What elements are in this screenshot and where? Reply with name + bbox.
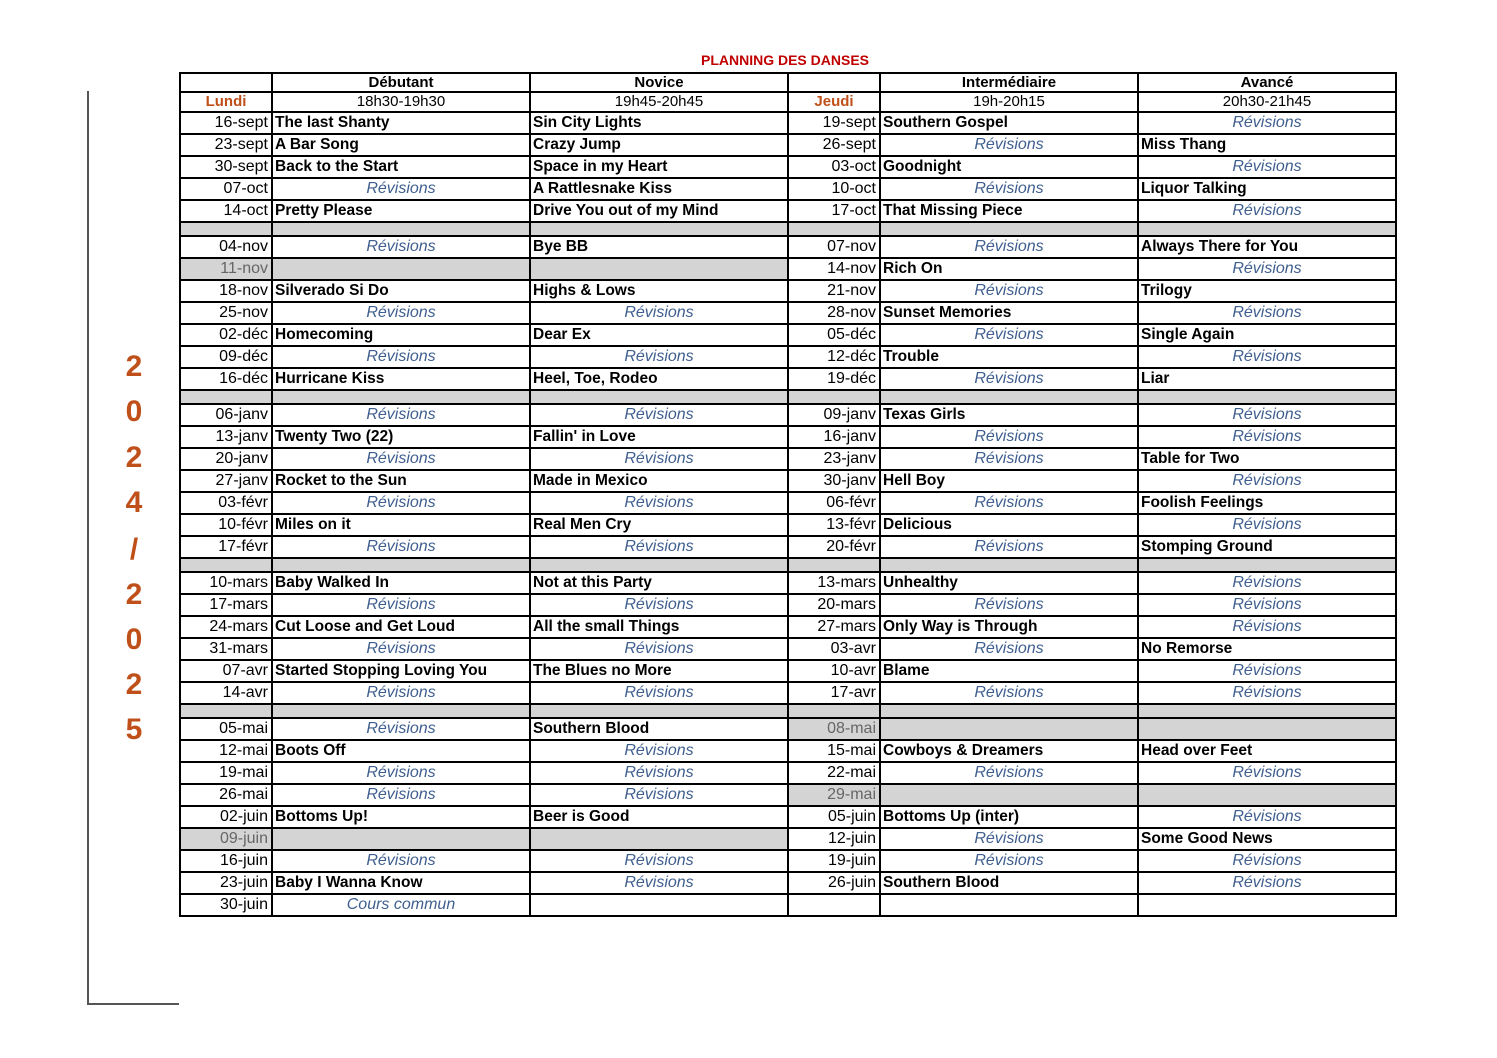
dance-cell: Révisions — [272, 784, 530, 806]
dance-cell: Twenty Two (22) — [272, 426, 530, 448]
dance-cell: Southern Blood — [880, 872, 1138, 894]
dance-cell: Révisions — [530, 594, 788, 616]
year-letter: 0 — [125, 623, 143, 656]
separator-cell — [1138, 558, 1396, 572]
table-row — [180, 718, 1396, 740]
table-row — [180, 616, 1396, 638]
weekday-label: Lundi — [180, 92, 272, 112]
dance-cell: Révisions — [1138, 682, 1396, 704]
dance-cell: Real Men Cry — [530, 514, 788, 536]
dance-cell: Révisions — [272, 346, 530, 368]
dance-cell: Révisions — [880, 368, 1138, 390]
dance-cell: Révisions — [530, 346, 788, 368]
separator-cell — [788, 390, 880, 404]
dance-cell: Pretty Please — [272, 200, 530, 222]
table-row — [180, 660, 1396, 682]
dance-cell: Révisions — [272, 404, 530, 426]
dance-cell: Révisions — [1138, 572, 1396, 594]
dance-cell: Révisions — [1138, 302, 1396, 324]
date-cell: 24-mars — [180, 616, 272, 638]
date-cell: 19-déc — [788, 368, 880, 390]
dance-cell: Révisions — [880, 492, 1138, 514]
date-cell: 27-mars — [788, 616, 880, 638]
date-cell: 13-janv — [180, 426, 272, 448]
dance-cell: Trilogy — [1138, 280, 1396, 302]
date-cell: 13-févr — [788, 514, 880, 536]
year-letter: 2 — [125, 350, 143, 383]
date-cell: 09-janv — [788, 404, 880, 426]
dance-cell: Révisions — [272, 178, 530, 200]
dance-cell: Révisions — [272, 682, 530, 704]
dance-cell: Sunset Memories — [880, 302, 1138, 324]
dance-cell — [530, 828, 788, 850]
date-cell: 28-nov — [788, 302, 880, 324]
year-letter: 0 — [125, 395, 143, 428]
dance-cell: The last Shanty — [272, 112, 530, 134]
dance-cell: Always There for You — [1138, 236, 1396, 258]
dance-cell: Baby Walked In — [272, 572, 530, 594]
separator-cell — [880, 390, 1138, 404]
date-cell: 03-févr — [180, 492, 272, 514]
header-cell — [788, 73, 880, 92]
dance-cell: Révisions — [1138, 112, 1396, 134]
separator-cell — [180, 558, 272, 572]
dance-cell: Rocket to the Sun — [272, 470, 530, 492]
separator-cell — [272, 222, 530, 236]
dance-cell: Single Again — [1138, 324, 1396, 346]
table-row — [180, 470, 1396, 492]
dance-cell — [880, 894, 1138, 916]
dance-cell: Some Good News — [1138, 828, 1396, 850]
dance-cell: Révisions — [1138, 514, 1396, 536]
dance-cell: Révisions — [530, 872, 788, 894]
dance-cell: Révisions — [530, 850, 788, 872]
table-row — [180, 258, 1396, 280]
date-cell: 16-sept — [180, 112, 272, 134]
date-cell: 09-déc — [180, 346, 272, 368]
dance-cell: Révisions — [880, 828, 1138, 850]
dance-cell: A Bar Song — [272, 134, 530, 156]
time-slot: 20h30-21h45 — [1138, 92, 1396, 112]
dance-cell: Beer is Good — [530, 806, 788, 828]
dance-cell: Révisions — [880, 134, 1138, 156]
dance-cell: Cut Loose and Get Loud — [272, 616, 530, 638]
year-letter: 2 — [125, 668, 143, 701]
date-cell: 02-déc — [180, 324, 272, 346]
dance-cell: Hell Boy — [880, 470, 1138, 492]
dance-cell: Miss Thang — [1138, 134, 1396, 156]
dance-cell: Révisions — [530, 762, 788, 784]
date-cell: 30-sept — [180, 156, 272, 178]
dance-cell: Texas Girls — [880, 404, 1138, 426]
date-cell: 12-mai — [180, 740, 272, 762]
date-cell: 10-avr — [788, 660, 880, 682]
table-row — [180, 740, 1396, 762]
separator-cell — [788, 222, 880, 236]
separator-cell — [272, 704, 530, 718]
table-row — [180, 536, 1396, 558]
date-cell: 02-juin — [180, 806, 272, 828]
dance-cell: Bottoms Up (inter) — [880, 806, 1138, 828]
dance-cell: Drive You out of my Mind — [530, 200, 788, 222]
date-cell: 21-nov — [788, 280, 880, 302]
date-cell: 26-mai — [180, 784, 272, 806]
date-cell: 23-janv — [788, 448, 880, 470]
table-row — [180, 828, 1396, 850]
date-cell: 17-avr — [788, 682, 880, 704]
date-cell: 12-juin — [788, 828, 880, 850]
year-letter: / — [129, 533, 139, 566]
dance-cell: Blame — [880, 660, 1138, 682]
date-cell: 30-janv — [788, 470, 880, 492]
table-row — [180, 200, 1396, 222]
dance-cell: Révisions — [1138, 616, 1396, 638]
date-cell: 10-févr — [180, 514, 272, 536]
dance-cell: Révisions — [272, 718, 530, 740]
dance-cell: Miles on it — [272, 514, 530, 536]
dance-cell: All the small Things — [530, 616, 788, 638]
separator-cell — [530, 704, 788, 718]
dance-cell: Cours commun — [272, 894, 530, 916]
date-cell: 08-mai — [788, 718, 880, 740]
table-row — [180, 280, 1396, 302]
table-row — [180, 156, 1396, 178]
dance-cell: Révisions — [880, 762, 1138, 784]
year-letter: 4 — [125, 486, 143, 519]
dance-cell: Head over Feet — [1138, 740, 1396, 762]
date-cell: 11-nov — [180, 258, 272, 280]
header-row — [180, 73, 1396, 92]
dance-cell: That Missing Piece — [880, 200, 1138, 222]
table-row — [180, 762, 1396, 784]
year-letter: 5 — [125, 713, 143, 746]
dance-cell: Bye BB — [530, 236, 788, 258]
dance-cell: Révisions — [880, 594, 1138, 616]
table-row — [180, 448, 1396, 470]
dance-cell: Révisions — [1138, 156, 1396, 178]
dance-cell: Liar — [1138, 368, 1396, 390]
dance-cell: Unhealthy — [880, 572, 1138, 594]
date-cell: 16-janv — [788, 426, 880, 448]
separator-cell — [530, 558, 788, 572]
table-row — [180, 682, 1396, 704]
dance-cell: Révisions — [530, 638, 788, 660]
dance-cell: Révisions — [1138, 850, 1396, 872]
dance-cell — [1138, 894, 1396, 916]
separator-cell — [1138, 390, 1396, 404]
dance-cell: Fallin' in Love — [530, 426, 788, 448]
header-cell — [180, 73, 272, 92]
time-slot: 19h-20h15 — [880, 92, 1138, 112]
date-cell: 29-mai — [788, 784, 880, 806]
dance-cell — [1138, 784, 1396, 806]
dance-cell: A Rattlesnake Kiss — [530, 178, 788, 200]
dance-cell: Révisions — [272, 762, 530, 784]
year-letter: 2 — [125, 441, 143, 474]
table-row — [180, 850, 1396, 872]
holiday-separator — [180, 704, 1396, 718]
dance-cell: Sin City Lights — [530, 112, 788, 134]
date-cell: 06-janv — [180, 404, 272, 426]
dance-cell: Révisions — [530, 740, 788, 762]
dance-cell: Only Way is Through — [880, 616, 1138, 638]
date-cell: 27-janv — [180, 470, 272, 492]
date-cell: 22-mai — [788, 762, 880, 784]
page-title: PLANNING DES DANSES — [700, 52, 870, 68]
dance-cell: Made in Mexico — [530, 470, 788, 492]
dance-cell: Highs & Lows — [530, 280, 788, 302]
separator-cell — [788, 558, 880, 572]
table-row — [180, 594, 1396, 616]
dance-cell — [1138, 718, 1396, 740]
date-cell: 26-sept — [788, 134, 880, 156]
date-cell: 18-nov — [180, 280, 272, 302]
dance-cell: Révisions — [530, 492, 788, 514]
separator-cell — [272, 390, 530, 404]
dance-cell: The Blues no More — [530, 660, 788, 682]
separator-cell — [1138, 222, 1396, 236]
dance-cell: Southern Gospel — [880, 112, 1138, 134]
table-row — [180, 426, 1396, 448]
date-cell: 19-juin — [788, 850, 880, 872]
separator-cell — [1138, 704, 1396, 718]
date-cell: 23-sept — [180, 134, 272, 156]
date-cell: 16-déc — [180, 368, 272, 390]
date-cell: 20-janv — [180, 448, 272, 470]
date-cell: 06-févr — [788, 492, 880, 514]
dance-cell: Révisions — [1138, 872, 1396, 894]
separator-cell — [272, 558, 530, 572]
table-row — [180, 302, 1396, 324]
dance-cell: Révisions — [530, 682, 788, 704]
dance-cell: Hurricane Kiss — [272, 368, 530, 390]
separator-cell — [530, 390, 788, 404]
separator-cell — [180, 222, 272, 236]
dance-cell — [880, 718, 1138, 740]
dance-cell: Started Stopping Loving You — [272, 660, 530, 682]
dance-cell: Révisions — [880, 850, 1138, 872]
date-cell: 05-juin — [788, 806, 880, 828]
dance-cell: No Remorse — [1138, 638, 1396, 660]
date-cell: 19-mai — [180, 762, 272, 784]
dance-cell: Révisions — [880, 426, 1138, 448]
date-cell: 17-mars — [180, 594, 272, 616]
date-cell: 31-mars — [180, 638, 272, 660]
dance-cell: Révisions — [530, 448, 788, 470]
dance-cell: Révisions — [530, 302, 788, 324]
year-letter: 2 — [125, 578, 143, 611]
table-row — [180, 134, 1396, 156]
dance-cell — [272, 828, 530, 850]
separator-cell — [880, 704, 1138, 718]
dance-cell: Révisions — [1138, 346, 1396, 368]
holiday-separator — [180, 222, 1396, 236]
table-row — [180, 324, 1396, 346]
dance-cell: Révisions — [880, 280, 1138, 302]
dance-cell: Cowboys & Dreamers — [880, 740, 1138, 762]
dance-cell: Révisions — [272, 448, 530, 470]
dance-cell: Southern Blood — [530, 718, 788, 740]
dance-cell: Révisions — [1138, 200, 1396, 222]
separator-cell — [880, 558, 1138, 572]
dance-cell: Révisions — [1138, 806, 1396, 828]
dance-cell: Not at this Party — [530, 572, 788, 594]
date-cell: 04-nov — [180, 236, 272, 258]
dance-cell: Dear Ex — [530, 324, 788, 346]
weekday-label: Jeudi — [788, 92, 880, 112]
dance-cell: Révisions — [1138, 762, 1396, 784]
header-cell: Novice — [530, 73, 788, 92]
date-cell: 30-juin — [180, 894, 272, 916]
dance-cell — [530, 894, 788, 916]
date-cell: 05-mai — [180, 718, 272, 740]
dance-cell: Space in my Heart — [530, 156, 788, 178]
date-cell: 20-mars — [788, 594, 880, 616]
dance-cell: Révisions — [272, 850, 530, 872]
dance-cell: Bottoms Up! — [272, 806, 530, 828]
date-cell: 14-nov — [788, 258, 880, 280]
dance-cell: Révisions — [272, 536, 530, 558]
dance-cell: Révisions — [1138, 404, 1396, 426]
dance-cell: Révisions — [530, 784, 788, 806]
dance-cell: Révisions — [880, 236, 1138, 258]
date-cell: 07-oct — [180, 178, 272, 200]
holiday-separator — [180, 558, 1396, 572]
date-cell: 19-sept — [788, 112, 880, 134]
dance-cell: Révisions — [530, 404, 788, 426]
header-cell: Avancé — [1138, 73, 1396, 92]
dance-cell: Révisions — [272, 236, 530, 258]
dance-cell: Goodnight — [880, 156, 1138, 178]
dance-cell: Révisions — [880, 682, 1138, 704]
date-cell: 15-mai — [788, 740, 880, 762]
date-cell: 16-juin — [180, 850, 272, 872]
date-cell: 14-oct — [180, 200, 272, 222]
table-row — [180, 872, 1396, 894]
table-row — [180, 894, 1396, 916]
dance-cell — [272, 258, 530, 280]
dance-cell: Révisions — [880, 448, 1138, 470]
date-cell: 05-déc — [788, 324, 880, 346]
separator-cell — [180, 390, 272, 404]
date-cell — [788, 894, 880, 916]
dance-cell: Révisions — [1138, 660, 1396, 682]
date-cell: 17-oct — [788, 200, 880, 222]
date-cell: 13-mars — [788, 572, 880, 594]
dance-cell: Révisions — [272, 302, 530, 324]
date-cell: 09-juin — [180, 828, 272, 850]
separator-cell — [530, 222, 788, 236]
dance-cell: Révisions — [880, 638, 1138, 660]
date-cell: 07-nov — [788, 236, 880, 258]
dance-cell: Révisions — [1138, 426, 1396, 448]
dance-cell: Table for Two — [1138, 448, 1396, 470]
dance-cell: Trouble — [880, 346, 1138, 368]
dance-cell: Révisions — [1138, 258, 1396, 280]
date-cell: 07-avr — [180, 660, 272, 682]
table-row — [180, 572, 1396, 594]
dance-cell: Silverado Si Do — [272, 280, 530, 302]
date-cell: 23-juin — [180, 872, 272, 894]
dance-cell: Révisions — [1138, 594, 1396, 616]
time-slot: 19h45-20h45 — [530, 92, 788, 112]
separator-cell — [180, 704, 272, 718]
date-cell: 26-juin — [788, 872, 880, 894]
date-cell: 14-avr — [180, 682, 272, 704]
dance-cell: Révisions — [880, 324, 1138, 346]
table-row — [180, 178, 1396, 200]
table-row — [180, 638, 1396, 660]
dance-cell: Homecoming — [272, 324, 530, 346]
table-row — [180, 368, 1396, 390]
dance-cell: Révisions — [530, 536, 788, 558]
date-cell: 10-oct — [788, 178, 880, 200]
dance-cell: Révisions — [1138, 470, 1396, 492]
dance-cell: Révisions — [880, 536, 1138, 558]
dance-cell: Foolish Feelings — [1138, 492, 1396, 514]
header-cell: Intermédiaire — [880, 73, 1138, 92]
table-row — [180, 784, 1396, 806]
dance-cell — [880, 784, 1138, 806]
date-cell: 25-nov — [180, 302, 272, 324]
table-row — [180, 112, 1396, 134]
dance-cell — [530, 258, 788, 280]
dance-cell: Révisions — [880, 178, 1138, 200]
time-slot: 18h30-19h30 — [272, 92, 530, 112]
dance-cell: Baby I Wanna Know — [272, 872, 530, 894]
separator-cell — [880, 222, 1138, 236]
table-row — [180, 514, 1396, 536]
dance-cell: Liquor Talking — [1138, 178, 1396, 200]
dance-cell: Heel, Toe, Rodeo — [530, 368, 788, 390]
table-row — [180, 806, 1396, 828]
dance-cell: Révisions — [272, 492, 530, 514]
table-row — [180, 492, 1396, 514]
table-row — [180, 346, 1396, 368]
dance-cell: Révisions — [272, 638, 530, 660]
date-cell: 20-févr — [788, 536, 880, 558]
time-row — [180, 92, 1396, 112]
holiday-separator — [180, 390, 1396, 404]
date-cell: 03-oct — [788, 156, 880, 178]
dance-cell: Delicious — [880, 514, 1138, 536]
dance-schedule-table — [179, 72, 1397, 917]
dance-cell: Stomping Ground — [1138, 536, 1396, 558]
table-row — [180, 404, 1396, 426]
dance-cell: Boots Off — [272, 740, 530, 762]
dance-cell: Révisions — [272, 594, 530, 616]
dance-cell: Back to the Start — [272, 156, 530, 178]
table-row — [180, 236, 1396, 258]
dance-cell: Crazy Jump — [530, 134, 788, 156]
separator-cell — [788, 704, 880, 718]
dance-cell: Rich On — [880, 258, 1138, 280]
date-cell: 17-févr — [180, 536, 272, 558]
date-cell: 03-avr — [788, 638, 880, 660]
date-cell: 12-déc — [788, 346, 880, 368]
date-cell: 10-mars — [180, 572, 272, 594]
header-cell: Débutant — [272, 73, 530, 92]
